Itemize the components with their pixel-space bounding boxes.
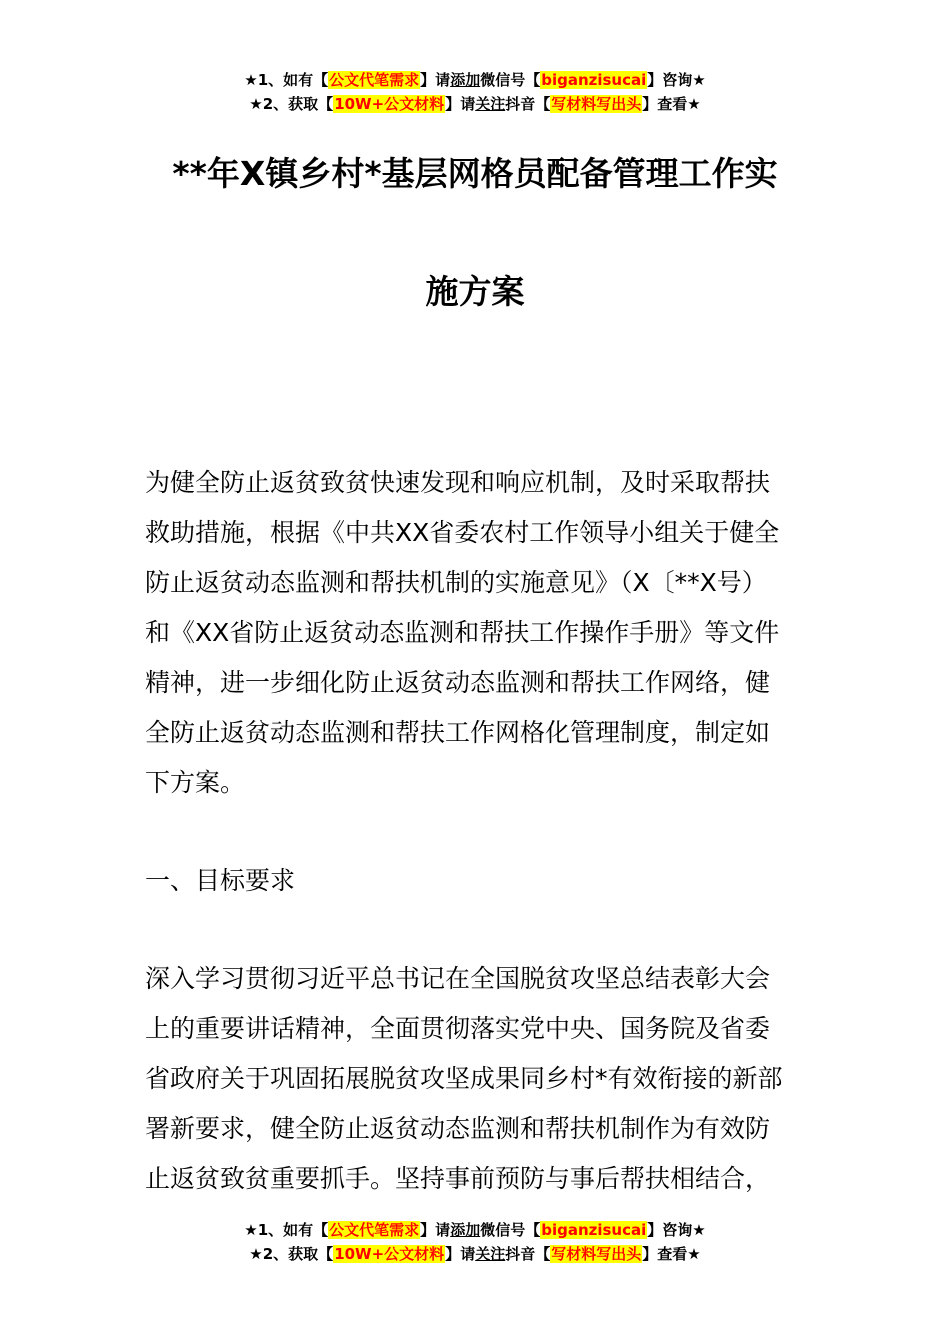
paragraph-line: 省政府关于巩固拓展脱贫攻坚成果同乡村*有效衔接的新部 <box>145 1064 783 1093</box>
paragraph-line: 下方案。 <box>145 768 246 797</box>
banner-underlined: 关注 <box>475 95 506 113</box>
goals-paragraph <box>145 954 810 1204</box>
paragraph-line: 救助措施，根据《中共XX省委农村工作领导小组关于健全 <box>145 518 780 547</box>
banner-text: 】请 <box>445 1245 476 1263</box>
banner-text: ★2、获取【 <box>249 1245 334 1263</box>
paragraph-line: 署新要求，健全防止返贫动态监测和帮扶机制作为有效防 <box>145 1114 771 1143</box>
banner-underlined: 添加 <box>450 71 481 89</box>
banner-text: ★1、如有【 <box>244 1221 329 1239</box>
banner-highlight: biganzisucai <box>541 1221 647 1239</box>
banner-text: 】请 <box>420 71 451 89</box>
paragraph-line: 深入学习贯彻习近平总书记在全国脱贫攻坚总结表彰大会 <box>145 964 771 993</box>
banner-text: ★2、获取【 <box>249 95 334 113</box>
banner-text: 】查看★ <box>642 95 701 113</box>
banner-text: 】咨询★ <box>647 1221 706 1239</box>
banner-highlight: 10W+公文材料 <box>334 1245 445 1263</box>
banner-text: 微信号【 <box>480 71 541 89</box>
paragraph-line: 防止返贫动态监测和帮扶机制的实施意见》（X〔**X号） <box>145 568 767 597</box>
banner-line-1 <box>0 1218 950 1242</box>
banner-text: 】查看★ <box>642 1245 701 1263</box>
paragraph-line: 为健全防止返贫致贫快速发现和响应机制，及时采取帮扶 <box>145 468 771 497</box>
banner-line-1 <box>0 68 950 92</box>
banner-highlight: 公文代笔需求 <box>329 71 420 89</box>
banner-underlined: 关注 <box>475 1245 506 1263</box>
banner-highlight: biganzisucai <box>541 71 647 89</box>
paragraph-line: 上的重要讲话精神，全面贯彻落实党中央、国务院及省委 <box>145 1014 771 1043</box>
intro-paragraph <box>145 458 810 808</box>
paragraph-line: 止返贫致贫重要抓手。坚持事前预防与事后帮扶相结合， <box>145 1164 771 1193</box>
banner-text: 】咨询★ <box>647 71 706 89</box>
paragraph-line: 全防止返贫动态监测和帮扶工作网格化管理制度，制定如 <box>145 718 771 747</box>
paragraph-line: 和《XX省防止返贫动态监测和帮扶工作操作手册》等文件 <box>145 618 780 647</box>
document-title-line-2: 施方案 <box>425 272 525 311</box>
banner-highlight: 10W+公文材料 <box>334 95 445 113</box>
banner-highlight: 公文代笔需求 <box>329 1221 420 1239</box>
banner-highlight: 写材料写出头 <box>551 95 642 113</box>
banner-highlight: 写材料写出头 <box>551 1245 642 1263</box>
document-title-line-1: **年X镇乡村*基层网格员配备管理工作实 <box>172 154 778 193</box>
banner-line-2 <box>0 1242 950 1266</box>
section-heading: 一、目标要求 <box>145 866 296 895</box>
banner-text: 微信号【 <box>480 1221 541 1239</box>
banner-text: 】请 <box>420 1221 451 1239</box>
banner-text: ★1、如有【 <box>244 71 329 89</box>
footer-banner <box>0 1218 950 1266</box>
banner-underlined: 添加 <box>450 1221 481 1239</box>
banner-text: 】请 <box>445 95 476 113</box>
banner-text: 抖音【 <box>505 1245 551 1263</box>
banner-line-2 <box>0 92 950 116</box>
banner-text: 抖音【 <box>505 95 551 113</box>
header-banner <box>0 68 950 116</box>
paragraph-line: 精神，进一步细化防止返贫动态监测和帮扶工作网络，健 <box>145 668 771 697</box>
